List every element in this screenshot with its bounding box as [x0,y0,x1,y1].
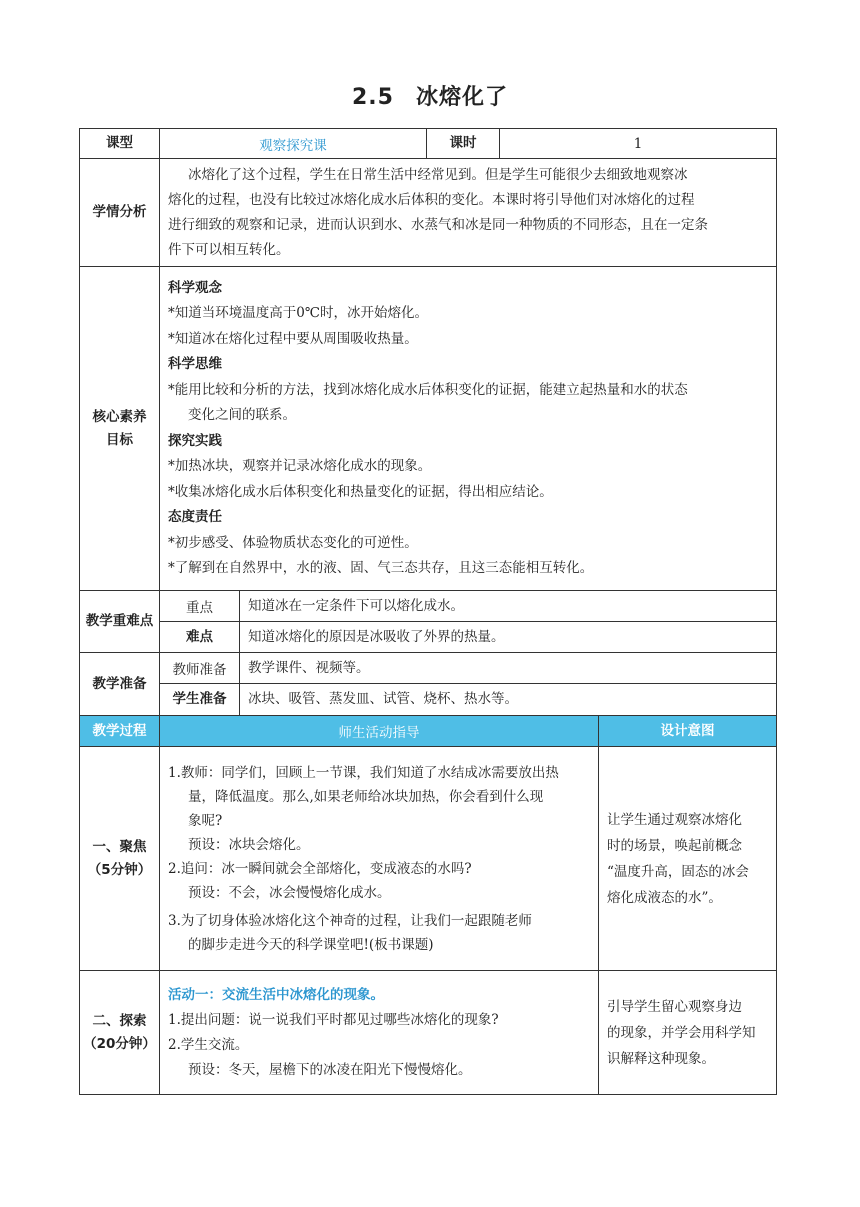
lesson-type-row [80,129,777,159]
student-prep-label: 学生准备 [160,684,240,716]
lesson-type-value: 观察探究课 [160,129,427,159]
teacher-prep-row [80,653,777,684]
lesson-plan-table [79,128,777,1095]
lesson-hours-label: 课时 [427,129,500,159]
goals-concept-title: 科学观念 [168,279,222,296]
hard-point-row [80,622,777,653]
teacher-prep-text: 教学课件、视频等。 [240,653,777,684]
process-header-row [80,716,777,747]
explore-label: 二、探索 （20分钟） [80,971,160,1095]
lesson-type-label: 课型 [80,129,160,159]
goals-text: 科学观念 *知道当环境温度高于0℃时，冰开始熔化。 *知道冰在熔化过程中要从周围吸收热量。 科学思维 *能用比较和分析的方法，找到冰熔化成水后体积变化的证据，能建立起热量和水的状态 变化之间的联系。 探究实践 *加热冰块，观察并记录冰熔化成水的现象。 *收集冰熔化成水后体积变化和热量变化的证据，得出相应结论。 态度责任 *初步感受、体验物质状态变化的可逆性。 *了解到在自然界中，水的液、固、气三态共存，且这三态能相互转化。 [160,267,777,591]
process-header-col2: 师生活动指导 [160,716,599,747]
key-label: 重点 [160,591,240,622]
process-header-col1: 教学过程 [80,716,160,747]
goals-thinking-title: 科学思维 [168,356,222,372]
focus-intent: 让学生通过观察冰熔化 时的场景，唤起前概念 “温度升高，固态的冰会 熔化成液态的水”。 [599,747,777,971]
teacher-prep-label: 教师准备 [160,653,240,684]
prep-label: 教学准备 [80,653,160,716]
focus-activity: 1.教师：同学们，回顾上一节课，我们知道了水结成冰需要放出热 量，降低温度。那么,如果老师给冰块加热，你会看到什么现 象呢? 预设：冰块会熔化。 2.追问：冰一瞬间就会全部熔化，变成液态的水吗? 预设：不会，冰会慢慢熔化成水。 3.为了切身体验冰熔化这个神奇的过程，让我们一起跟随老师 的脚步走进今天的科学课堂吧!(板书课题) [160,747,599,971]
goals-label: 核心素养 目标 [80,267,160,591]
focus-row [80,747,777,971]
explore-activity: 活动一：交流生活中冰熔化的现象。 1.提出问题：说一说我们平时都见过哪些冰熔化的现象? 2.学生交流。 预设：冬天，屋檐下的冰凌在阳光下慢慢熔化。 [160,971,599,1095]
key-point-row [80,591,777,622]
process-header-col3: 设计意图 [599,716,777,747]
goals-row [80,267,777,591]
goals-attitude-title: 态度责任 [168,509,222,525]
hard-label: 难点 [160,622,240,653]
goals-practice-title: 探究实践 [168,432,222,449]
student-prep-text: 冰块、吸管、蒸发皿、试管、烧杯、热水等。 [240,684,777,716]
focus-label: 一、聚焦 （5分钟） [80,747,160,971]
key-text: 知道冰在一定条件下可以熔化成水。 [240,591,777,622]
analysis-text: 冰熔化了这个过程，学生在日常生活中经常见到。但是学生可能很少去细致地观察冰 熔化的过程，也没有比较过冰熔化成水后体积的变化。本课时将引导他们对冰熔化的过程 进行细致的观察和记录，进而认识到水、水蒸气和冰是同一种物质的不同形态，且在一定条 件下可以相互转化。 [160,159,777,267]
explore-intent: 引导学生留心观察身边 的现象，并学会用科学知 识解释这种现象。 [599,971,777,1095]
analysis-label: 学情分析 [80,159,160,267]
lesson-hours-value: 1 [500,129,777,159]
hard-text: 知道冰熔化的原因是冰吸收了外界的热量。 [240,622,777,653]
keypoints-label: 教学重难点 [80,591,160,653]
page-title: 2.5 冰熔化了 [352,85,508,110]
analysis-row [80,159,777,267]
activity-one-title: 活动一：交流生活中冰熔化的现象。 [168,986,384,1003]
explore-row [80,971,777,1095]
student-prep-row [80,684,777,716]
